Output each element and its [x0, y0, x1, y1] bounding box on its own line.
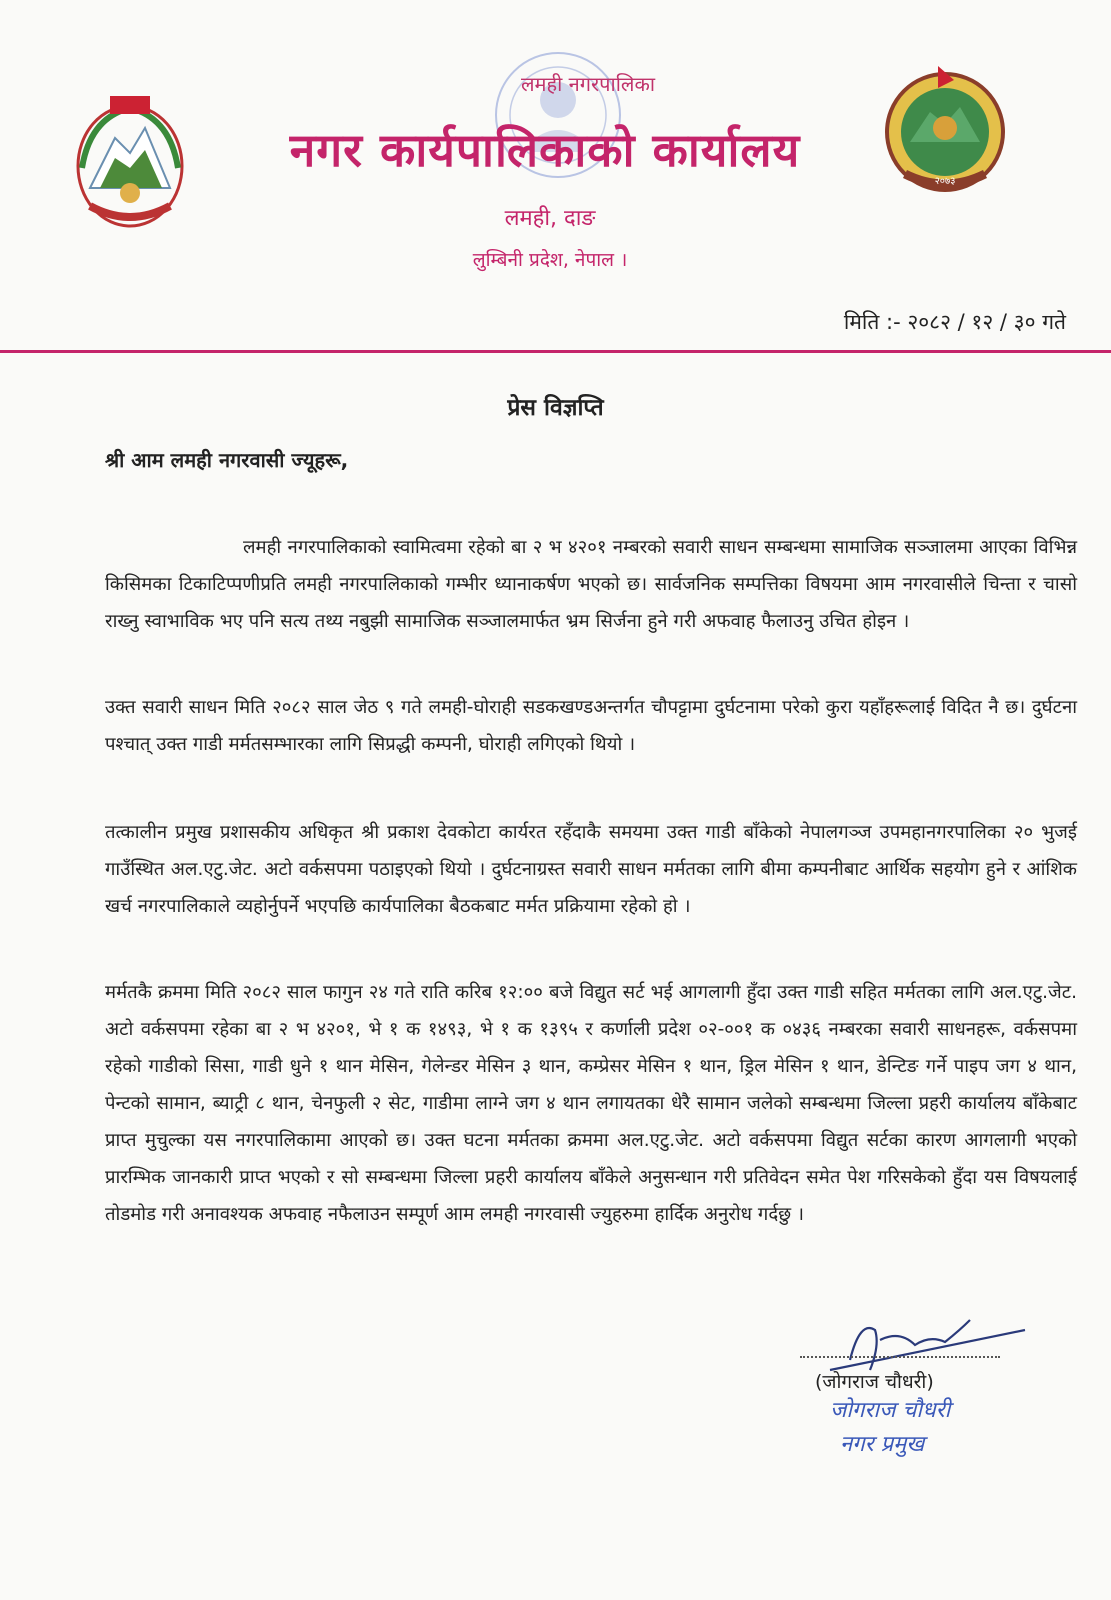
stamp-title: नगर प्रमुख [840, 1432, 925, 1457]
signatory-name: (जोगराज चौधरी) [815, 1371, 934, 1393]
salutation: श्री आम लमही नगरवासी ज्यूहरू, [105, 448, 349, 472]
header-divider [0, 350, 1111, 353]
document-title: प्रेस विज्ञप्ति [507, 395, 604, 421]
body-paragraph-4: मर्मतकै क्रममा मिति २०८२ साल फागुन २४ गते राति करिब १२:०० बजे विद्युत सर्ट भई आगलागी हुँदा उक्त गाडी सहित मर्मतका लागि अल.एटु.जेट. अटो वर्कसपमा रहेका बा २ भ ४२०१, भे १ क १४९३, भे १ क १३९५ र कर्णाली प्रदेश ०२-००१ क ०४३६ नम्बरका सवारी साधनहरू, वर्कसपमा रहेको गाडीको सिसा, गाडी धुने १ थान मेसिन, गेलेन्डर मेसिन ३ थान, कम्प्रेसर मेसिन १ थान, ड्रिल मेसिन १ थान, डेन्टिङ गर्ने पाइप जग ४ थान, पेन्टको सामान, ब्याट्री ८ थान, चेनफुली २ सेट, गाडीमा लाग्ने जग ४ थान लगायतका धेरै सामान जलेको सम्बन्धमा जिल्ला प्रहरी कार्यालय बाँकेबाट प्राप्त मुचुल्का यस नगरपालिकामा आएको छ। उक्त घटना मर्मतका क्रममा अल.एटु.जेट. अटो वर्कसपमा विद्युत सर्टका कारण आगलागी भएको प्रारम्भिक जानकारी प्राप्त भएको र सो सम्बन्धमा जिल्ला प्रहरी कार्यालय बाँकेले अनुसन्धान गरी प्रतिवेदन समेत पेश गरिसकेको हुँदा यस विषयलाई तोडमोड गरी अनावश्यक अफवाह नफैलाउन सम्पूर्ण आम लमही नगरवासी ज्युहरुमा हार्दिक अनुरोध गर्दछु । [105, 981, 1077, 1225]
body-paragraph-2: उक्त सवारी साधन मिति २०८२ साल जेठ ९ गते लमही-घोराही सडकखण्डअन्तर्गत चौपट्टामा दुर्घटनामा परेको कुरा यहाँहरूलाई विदित नै छ। दुर्घटना पश्चात् उक्त गाडी मर्मतसम्भारका लागि सिप्रद्धी कम्पनी, घोराही लगिएको थियो । [105, 696, 1077, 755]
nepal-emblem-icon [70, 88, 190, 238]
stamp-name: जोगराज चौधरी [830, 1398, 951, 1423]
logo-year-text: २०७३ [934, 176, 956, 187]
body-paragraph-3: तत्कालीन प्रमुख प्रशासकीय अधिकृत श्री प्रकाश देवकोटा कार्यरत रहँदाकै समयमा उक्त गाडी बाँकेको नेपालगञ्ज उपमहानगरपालिका २० भुजई गाउँस्थित अल.एटु.जेट. अटो वर्कसपमा पठाइएको थियो । दुर्घटनाग्रस्त सवारी साधन मर्मतका लागि बीमा कम्पनीबाट आर्थिक सहयोग हुने र आंशिक खर्च नगरपालिकाले व्यहोर्नुपर्ने भएपछि कार्यपालिका बैठकबाट मर्मत प्रक्रियामा रहेको हो । [105, 821, 1077, 917]
document-date: मिति :- २०८२ / १२ / ३० गते [843, 310, 1066, 334]
org-place: लमही, दाङ [504, 206, 596, 231]
municipality-logo-icon [880, 62, 1010, 202]
org-province: लुम्बिनी प्रदेश, नेपाल । [472, 249, 628, 271]
body-paragraph-1: लमही नगरपालिकाको स्वामित्वमा रहेको बा २ भ ४२०१ नम्बरको सवारी साधन सम्बन्धमा सामाजिक सञ्जालमा आएका विभिन्न किसिमका टिकाटिप्पणीप्रति लमही नगरपालिकाको गम्भीर ध्यानाकर्षण भएको छ। सार्वजनिक सम्पत्तिका विषयमा आम नगरवासीले चिन्ता र चासो राख्नु स्वाभाविक भए पनि सत्य तथ्य नबुझी सामाजिक सञ्जालमार्फत भ्रम सिर्जना हुने गरी अफवाह फैलाउनु उचित होइन । [105, 536, 1077, 632]
org-small-name: लमही नगरपालिका [520, 72, 656, 96]
signature-line [800, 1356, 1000, 1358]
org-main-title: नगर कार्यपालिकाको कार्यालय [289, 123, 801, 177]
